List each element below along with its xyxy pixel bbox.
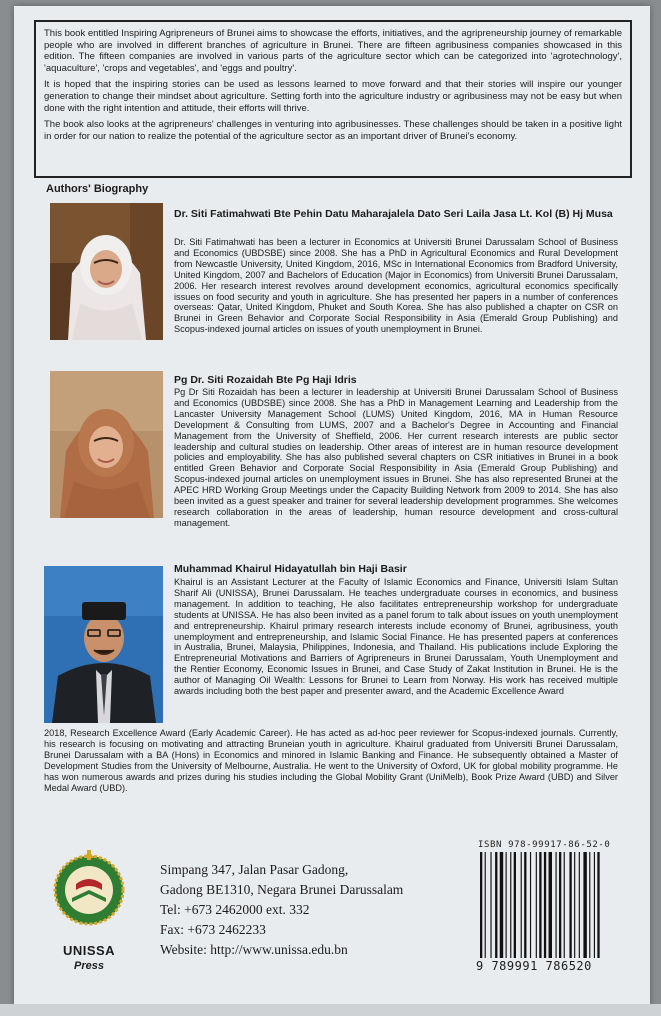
author-1-name: Dr. Siti Fatimahwati Bte Pehin Datu Maharajalela Dato Seri Laila Jasa Lt. Kol (B) Hj Musa [174, 208, 613, 220]
website: Website: http://www.unissa.edu.bn [160, 942, 348, 957]
author-3-bio: Khairul is an Assistant Lecturer at the Faculty of Islamic Economics and Finance, Universiti Islam Sultan Sharif Ali (UNISSA), Brunei Darussalam. He teaches undergraduate courses in economics, and business management. In addition to teaching, He also facilitates entrepreneurship workshop for undergraduate students at UNISSA. He has also been invited as a panel forum to talk about issues on youth unemployment and entrepreneurship. Khairul primary research interests include economy of Brunei, agribusiness, youth unemployment and entrepreneurship, and Islamic Social Finance. He has presented papers at conferences in Australia, Brunei, Malaysia, Philippines, Indonesia, and Thailand. His publications include Exploring the Entrepreneurial Motivations and Barriers of Agripreneurs in Brunei Darussalam, Youth Unemployment and the Rentier Economy, Economic Issues in Brunei, and Case Study of Zakat Institution in Brunei. He is the author of Managing Oil Wealth: Lessons for Brunei to Learn from Norway. His work has received multiple awards including both the best paper and presenter award, and the Academic Excellence Award [174, 577, 618, 697]
barcode-digits: 9 789991 786520 [476, 959, 592, 973]
author-1-photo [50, 203, 163, 340]
fax: Fax: +673 2462233 [160, 922, 266, 937]
author-2-photo [50, 371, 163, 518]
address-line-1: Simpang 347, Jalan Pasar Gadong, [160, 862, 349, 877]
intro-box [34, 20, 632, 178]
author-3-bio-continued: 2018, Research Excellence Award (Early Academic Career). He has acted as ad-hoc peer reviewer for Scopus-indexed journals. Currently, his research is focusing on motivating and attracting Bruneian youth in agriculture. Khairul graduated from Universiti Brunei Darussalam, Brunei Darussalam with a BA (Hons) in Economics and minored in Islamic Banking and Finance. He subsequently obtained a Master of Development Studies from the University of Melbourne, Australia. He went to the University of Oxford, UK for global mobility programme. He has won numerous awards and prizes during his studies including the Global Mobility Grant (UniMelb), Book Prize Award (UBD) and Silver Medal Award (UBD). [44, 728, 618, 793]
isbn-label: ISBN 978-99917-86-52-0 [478, 840, 611, 850]
intro-paragraph-3: The book also looks at the agripreneurs' challenges in venturing into agribusinesses. These challenges should be taken in a positive light in order for our nation to realize the potential of the agriculture sector as an important driver of Brunei's economy. [44, 119, 622, 142]
address-line-2: Gadong BE1310, Negara Brunei Darussalam [160, 882, 404, 897]
publisher-address [160, 860, 403, 960]
telephone: Tel: +673 2462000 ext. 332 [160, 902, 310, 917]
author-2-name: Pg Dr. Siti Rozaidah Bte Pg Haji Idris [174, 374, 357, 386]
intro-paragraph-1: This book entitled Inspiring Agripreneurs of Brunei aims to showcase the efforts, initiatives, and the agripreneurship journey of remarkable people who are involved in different branches of agriculture in Brunei. There are fifteen agribusiness companies showcased in this edition. The fifteen companies are involved in various parts of the agriculture sector which can be categorized into 'agrotechnology', 'aquaculture', 'crops and vegetables', and 'eggs and poultry'. [44, 28, 622, 74]
unissa-logo [50, 844, 128, 932]
author-3-name: Muhammad Khairul Hidayatullah bin Haji Basir [174, 563, 407, 575]
isbn-barcode [476, 852, 626, 958]
author-2-bio: Pg Dr Siti Rozaidah has been a lecturer in leadership at Universiti Brunei Darussalam School of Business and Economics (UBDSBE) since 2008. She has a PhD in Management Learning and Leadership from the Lancaster University Management School (LUMS) United Kingdom, 2016, MA in Human Resource Development & Consulting from LUMS, 2007 and a Bachelor's Degree in Accounting and Financial Management from the University of Sheffield, 2006. Her current research interests are public sector leadership and cultural studies on leadership. Other areas of interest are in human resource development policies and employability. She has also published several chapters on CSR initiatives in Brunei in a book entitled Green Behavior and Corporate Social Responsibility in Asia (Emerald Group Publishing) and Scopus-indexed journal articles on unemployment issues in Brunei. She has also represented Brunei at the APEC HRD Working Group Meetings under the Capacity Building Network from 2009 to 2014. She has also been invited as a guest speaker and trainer for several leadership development programmes. She welcomes research collaboration in the areas of leadership, human resource development and cross-cultural management. [174, 387, 618, 528]
press-wordmark: Press [74, 960, 104, 972]
author-1-bio: Dr. Siti Fatimahwati has been a lecturer in Economics at Universiti Brunei Darussalam School of Business and Economics (UBDSBE) since 2008. She has a PhD in Agricultural Economics and Rural Development from Newcastle University, United Kingdom, 2016, MSc in International Economics from Bradford University, United Kingdom, 2007 and Bachelors of Education (Major in Economics) from Universiti Brunei Darussalam, 2006. Her research interest revolves around development economics, agricultural economics specifically issues on food security and youth in agriculture. She has presented her papers in a number of conferences overseas: Qatar, United Kingdom, Phuket and South Korea. She has also published a chapter on CSR on Brunei in Green Behavior and Corporate Social Responsibility in Asia (Emerald Group Publishing) and Scopus-indexed journal articles on issues of youth unemployment in Brunei. [174, 237, 618, 335]
author-3-photo [44, 566, 163, 723]
authors-biography-heading: Authors' Biography [46, 183, 149, 195]
unissa-wordmark: UNISSA [62, 943, 116, 958]
surface-below-cover [0, 1004, 661, 1016]
intro-paragraph-2: It is hoped that the inspiring stories can be used as lessons learned to move forward and that their stories will inspire our younger generation to change their mindset about agriculture. Setting forth into the agriculture industry or agribusiness may not be easy but when done with the right intention and attitude, their efforts will thrive. [44, 79, 622, 114]
